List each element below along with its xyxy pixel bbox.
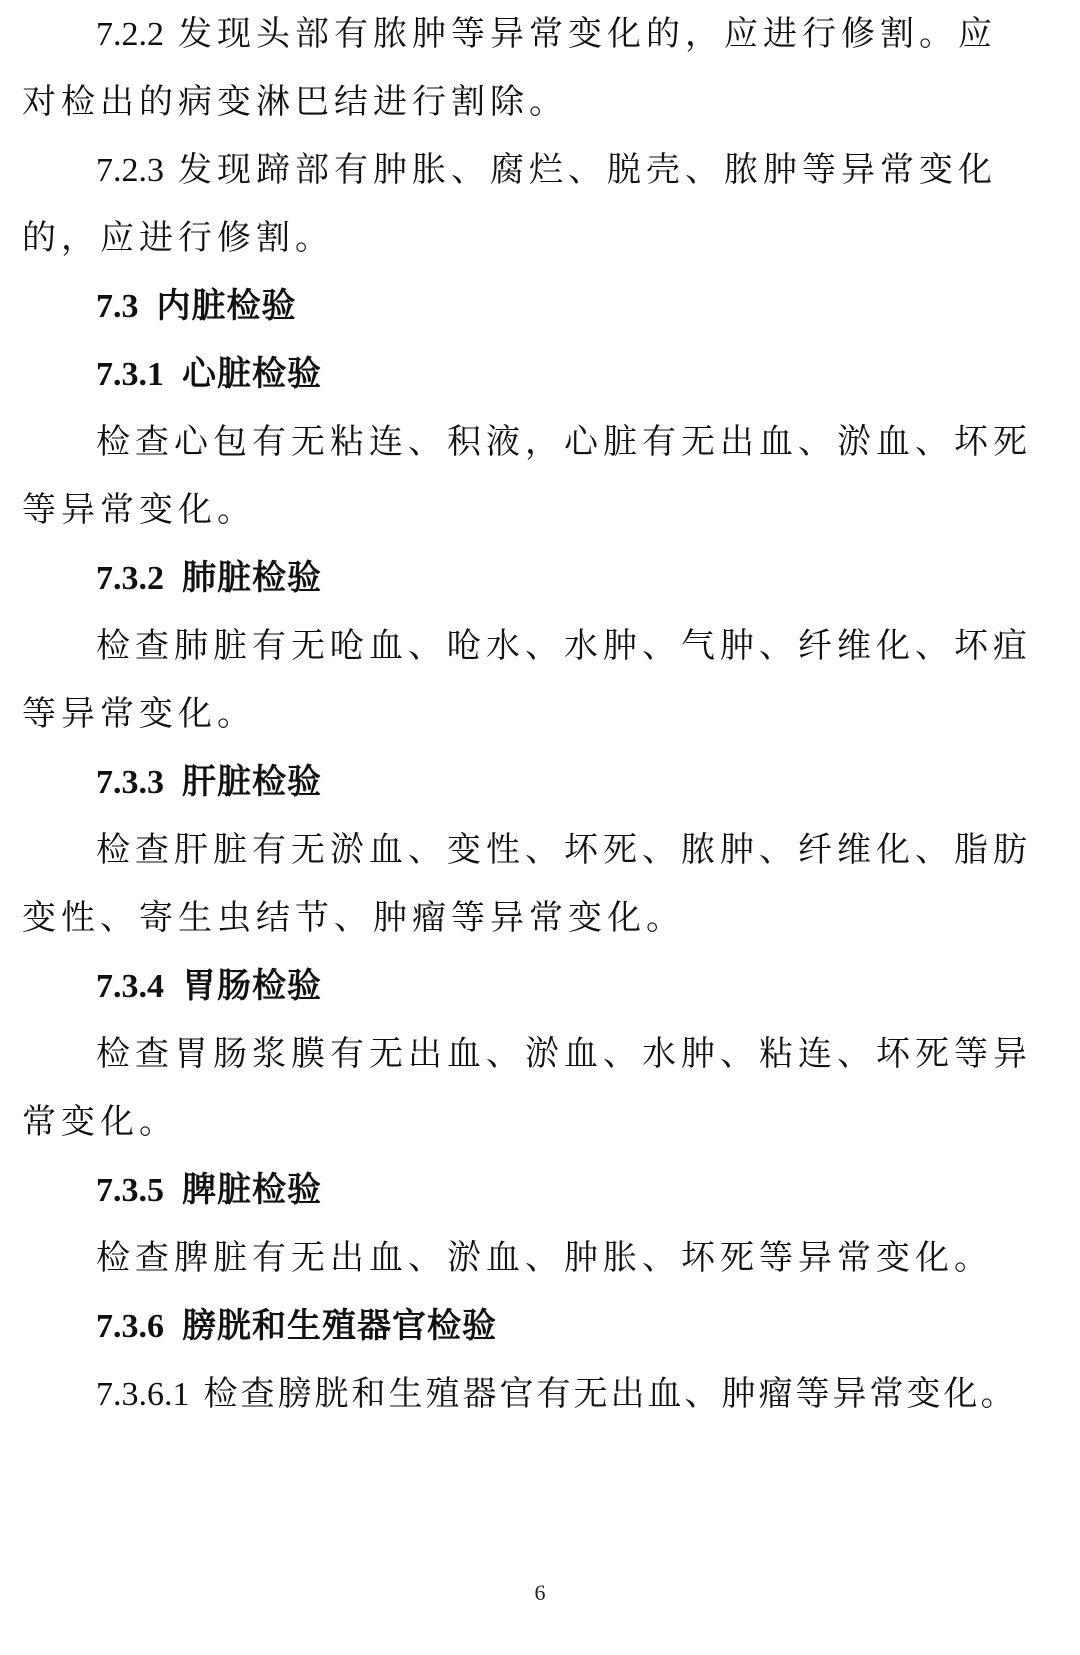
section-number: 7.3.3: [96, 764, 164, 801]
section-heading-7-3-3: [96, 762, 1080, 803]
section-7-3-2-text-line-2: 等异常变化。: [22, 694, 256, 734]
clause-number: 7.3.6.1: [96, 1376, 190, 1413]
section-number: 7.3.2: [96, 560, 164, 597]
clause-number: 7.2.3: [96, 152, 164, 189]
section-title: 脾脏检验: [182, 1170, 322, 1210]
section-title: 胃肠检验: [182, 966, 322, 1006]
paragraph-text: 发现蹄部有肿胀、腐烂、脱壳、脓肿等异常变化: [178, 150, 997, 190]
paragraph-7-2-2-line-1: [96, 14, 1080, 55]
section-number: 7.3.4: [96, 968, 164, 1005]
section-number: 7.3.6: [96, 1308, 164, 1345]
section-7-3-1-text-line-2: 等异常变化。: [22, 490, 256, 530]
paragraph-7-2-3-line-1: [96, 150, 1080, 191]
paragraph-7-2-2-line-2: 对检出的病变淋巴结进行割除。: [22, 82, 568, 122]
section-7-3-4-text-line-2: 常变化。: [22, 1102, 178, 1142]
section-title: 膀胱和生殖器官检验: [182, 1306, 497, 1346]
section-7-3-5-text-line-1: 检查脾脏有无出血、淤血、肿胀、坏死等异常变化。: [96, 1238, 993, 1278]
section-number: 7.3: [96, 288, 139, 325]
section-7-3-1-text-line-1: 检查心包有无粘连、积液，心脏有无出血、淤血、坏死: [96, 422, 1032, 462]
section-heading-7-3: [96, 286, 1080, 327]
section-heading-7-3-4: [96, 966, 1080, 1007]
section-title: 肝脏检验: [182, 762, 322, 802]
section-7-3-3-text-line-1: 检查肝脏有无淤血、变性、坏死、脓肿、纤维化、脂肪: [96, 830, 1032, 870]
section-7-3-4-text-line-1: 检查胃肠浆膜有无出血、淤血、水肿、粘连、坏死等异: [96, 1034, 1032, 1074]
clause-number: 7.2.2: [96, 16, 164, 53]
section-number: 7.3.5: [96, 1172, 164, 1209]
section-heading-7-3-6: [96, 1306, 1080, 1347]
paragraph-7-3-6-1: [96, 1374, 1080, 1415]
paragraph-text: 发现头部有脓肿等异常变化的，应进行修割。应: [178, 14, 997, 54]
page-number: 6: [534, 1580, 546, 1605]
section-heading-7-3-5: [96, 1170, 1080, 1211]
section-title: 肺脏检验: [182, 558, 322, 598]
section-7-3-2-text-line-1: 检查肺脏有无呛血、呛水、水肿、气肿、纤维化、坏疽: [96, 626, 1032, 666]
section-title: 心脏检验: [182, 354, 322, 394]
paragraph-text: 检查膀胱和生殖器官有无出血、肿瘤等异常变化。: [203, 1374, 1018, 1414]
section-heading-7-3-1: [96, 354, 1080, 395]
section-7-3-3-text-line-2: 变性、寄生虫结节、肿瘤等异常变化。: [22, 898, 685, 938]
section-number: 7.3.1: [96, 356, 164, 393]
section-title: 内脏检验: [156, 286, 297, 326]
paragraph-7-2-3-line-2: 的，应进行修割。: [22, 218, 334, 258]
section-heading-7-3-2: [96, 558, 1080, 599]
